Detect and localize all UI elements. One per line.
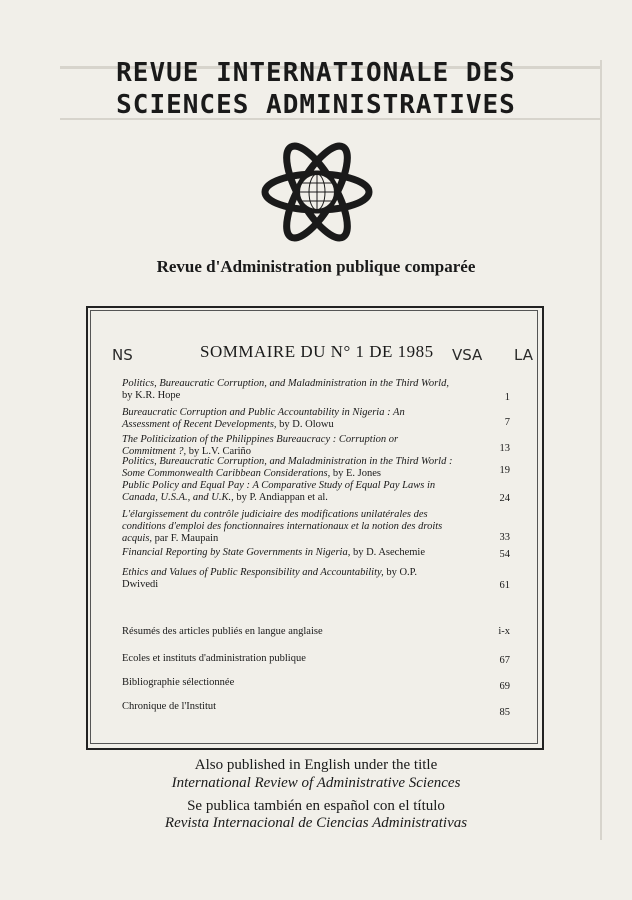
article-author: par F. Maupain bbox=[154, 533, 219, 544]
journal-title-line2: SCIENCES ADMINISTRATIVES bbox=[116, 90, 516, 120]
page-number: i-x bbox=[498, 626, 510, 637]
toc-entry bbox=[122, 480, 454, 504]
article-author: by P. Andiappan et al. bbox=[236, 492, 328, 503]
article-author: by D. Olowu bbox=[279, 419, 334, 430]
article-title: The Politicization of the Philippines Bureaucracy : Corruption or Commitment ?, bbox=[122, 434, 399, 457]
journal-title-line1: REVUE INTERNATIONALE DES bbox=[116, 58, 516, 88]
page-number: 7 bbox=[504, 417, 510, 428]
page-number: 24 bbox=[499, 493, 510, 504]
handwritten-note: NS bbox=[112, 346, 133, 364]
handwritten-note: LA bbox=[514, 346, 533, 364]
atom-globe-logo-icon bbox=[259, 142, 375, 242]
toc-entry bbox=[122, 434, 454, 458]
toc-entry bbox=[122, 547, 454, 559]
article-title: Politics, Bureaucratic Corruption, and Maladministration in the Third World, bbox=[122, 378, 449, 389]
article-author: by O.P. Dwivedi bbox=[122, 567, 417, 590]
page-number: 13 bbox=[499, 443, 510, 454]
page-number: 69 bbox=[499, 681, 510, 692]
toc-entry bbox=[122, 378, 454, 402]
article-author: by K.R. Hope bbox=[122, 390, 181, 401]
contents-heading: SOMMAIRE DU N° 1 DE 1985 bbox=[200, 342, 434, 361]
page-number: 19 bbox=[499, 465, 510, 476]
article-title: L'élargissement du contrôle judiciaire des modifications unilatérales des conditions d'emploi des fonctionnaires internationaux et la notion des droits acquis, bbox=[122, 509, 443, 544]
english-edition-title: International Review of Administrative Sciences bbox=[171, 775, 461, 791]
english-edition-note: Also published in English under the title bbox=[194, 757, 438, 773]
toc-entry bbox=[122, 456, 454, 480]
article-title: Financial Reporting by State Governments in Nigeria, bbox=[122, 547, 351, 558]
article-title: Bureaucratic Corruption and Public Accountability in Nigeria : An Assessment of Recent Developments, bbox=[122, 407, 405, 430]
page-number: 85 bbox=[499, 707, 510, 718]
section-label: Résumés des articles publiés en langue anglaise bbox=[122, 626, 323, 637]
bleed-through bbox=[600, 60, 602, 840]
page-number: 67 bbox=[499, 655, 510, 666]
spanish-edition-note: Se publica también en español con el título bbox=[187, 798, 445, 814]
toc-entry bbox=[122, 407, 454, 431]
journal-subtitle: Revue d'Administration publique comparée bbox=[156, 257, 476, 276]
article-title: Politics, Bureaucratic Corruption, and Maladministration in the Third World : Some Commonwealth Caribbean Considerations, bbox=[122, 456, 453, 479]
article-author: by D. Asechemie bbox=[352, 547, 425, 558]
article-title: Public Policy and Equal Pay : A Comparative Study of Equal Pay Laws in Canada, U.S.A., and U.K., bbox=[122, 480, 436, 503]
toc-entry bbox=[122, 567, 454, 591]
article-author: by L.V. Cariño bbox=[188, 446, 252, 457]
section-label: Chronique de l'Institut bbox=[122, 701, 217, 712]
article-author: by E. Jones bbox=[332, 468, 382, 479]
page-number: 1 bbox=[504, 392, 510, 403]
spanish-edition-title: Revista Internacional de Ciencias Administrativas bbox=[164, 815, 468, 831]
article-title: Ethics and Values of Public Responsibility and Accountability, bbox=[122, 567, 384, 578]
section-label: Bibliographie sélectionnée bbox=[122, 677, 235, 688]
page-number: 61 bbox=[499, 580, 510, 591]
page-number: 33 bbox=[499, 532, 510, 543]
handwritten-note: VSA bbox=[452, 346, 483, 364]
toc-entry bbox=[122, 509, 454, 545]
page-number: 54 bbox=[499, 549, 510, 560]
section-label: Ecoles et instituts d'administration publique bbox=[122, 653, 306, 664]
